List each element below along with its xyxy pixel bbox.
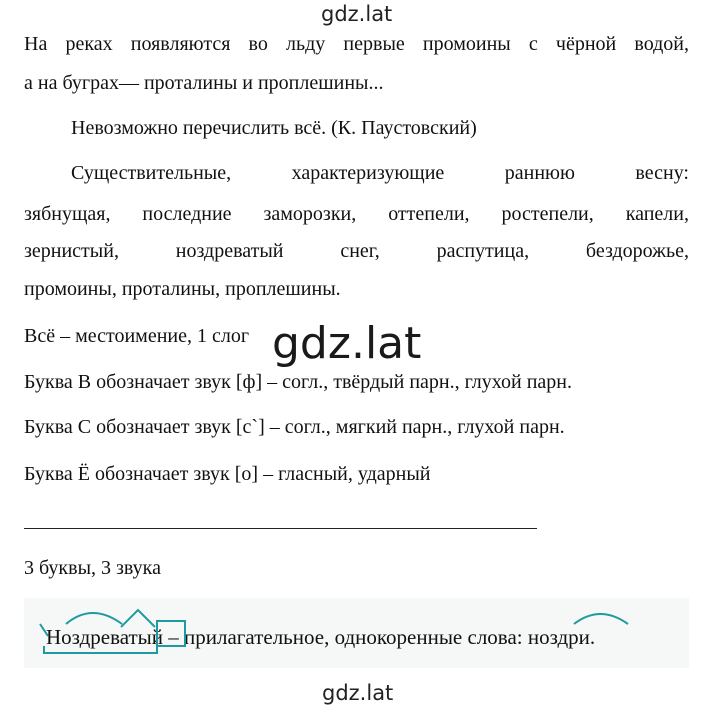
divider-line [24,528,537,529]
watermark-middle: gdz.lat [272,318,422,369]
text-line-4: Существительные, характеризующие раннюю весну: [71,162,689,184]
phonetic-line-1: Буква В обозначает звук [ф] – согл., твёрдый парн., глухой парн. [24,371,572,393]
morphology-line [46,624,595,650]
text-line-2: а на буграх— проталины и проплешины... [24,72,384,94]
phonetic-line-3: Буква Ё обозначает звук [о] – гласный, ударный [24,463,431,485]
watermark-bottom: gdz.lat [322,681,394,705]
phonetic-summary: 3 буквы, 3 звука [24,557,161,579]
phonetic-line-2: Буква С обозначает звук [с`] – согл., мягкий парн., глухой парн. [24,416,565,438]
text-line-3: Невозможно перечислить всё. (К. Паустовский) [71,117,477,139]
watermark-top: gdz.lat [321,2,393,26]
morphology-rest: – прилагательное, однокоренные слова: ноздри. [163,625,596,649]
text-line-1: На реках появляются во льду первые промоины с чёрной водой, [24,33,689,55]
morphology-word: Ноздреватый [46,625,164,649]
text-line-6: зернистый, ноздреватый снег, распутица, бездорожье, [24,240,689,262]
text-line-7: промоины, проталины, проплешины. [24,278,341,300]
phonetic-title: Всё – местоимение, 1 слог [24,325,250,347]
text-line-5: зябнущая, последние заморозки, оттепели, ростепели, капели, [24,203,689,225]
